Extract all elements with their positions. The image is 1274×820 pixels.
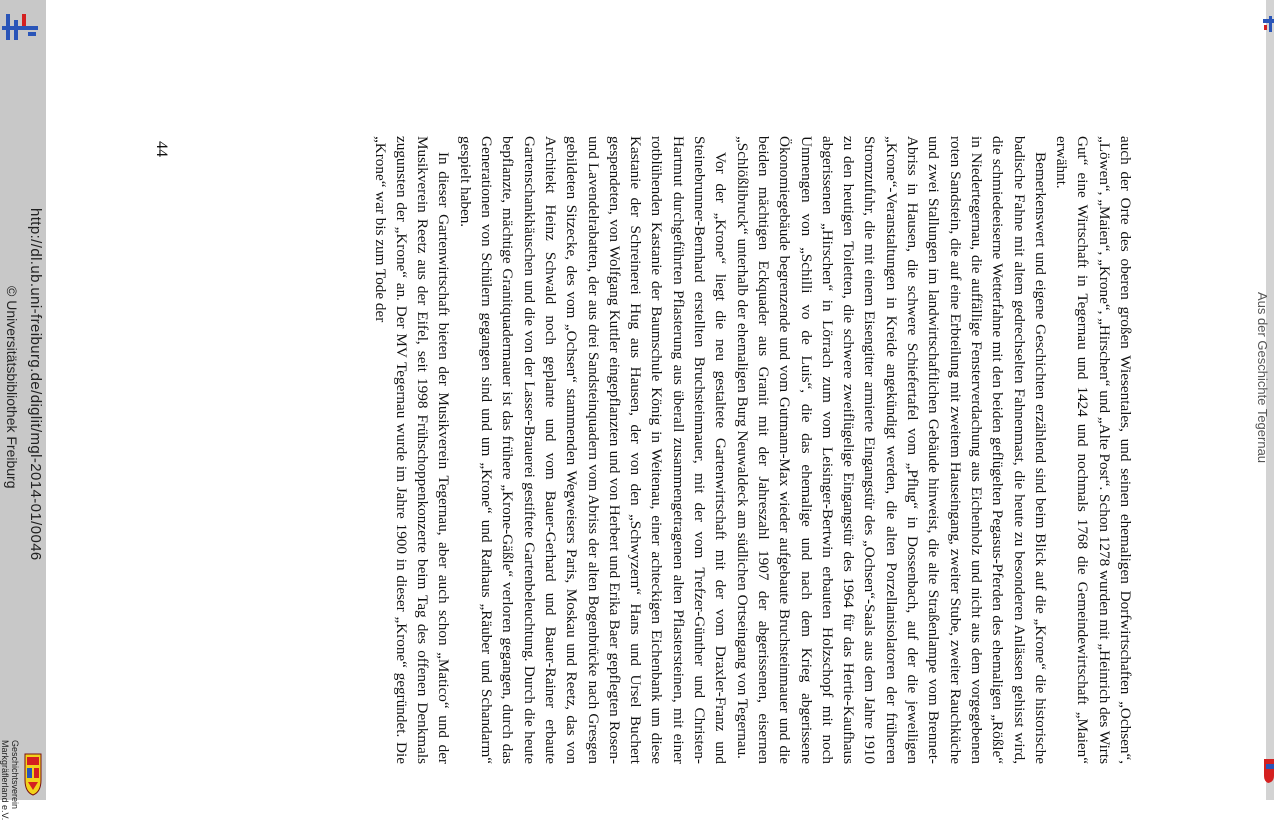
paragraph-1: auch der Orte des oberen großen Wiesentales, und seinen ehemaligen Dorfwirtschaften „Ochsen“, „Löwen“, „Maien“, „Krone“, „Hirschen“ und „Alte Post“. Schon 1278 wurden mit „Heinrich des Wirts Gut“ eine Wirtschaft in Tegernau und 1424 und nochmals 1768 die Gemeindewirtschaft „Maien“ erwähnt.: [1053, 136, 1134, 764]
society-crest-icon: [24, 752, 42, 796]
society-caption-line2: Markgräflerland e.V.: [0, 740, 10, 820]
paragraph-3: Vor der „Krone“ liegt die neu gestaltete Gartenwirtschaft mit der vom Draxler-Franz und Steinebrunner-Bernhard erstellten Bruchsteinmauer, mit der vom Trefzer-Günther und Christen-Hartmut durchgeführten Pflasterung aus überall zusammengetragenen alten Pflastersteinen, mit einer rotblühenden Kastanie der Baumschule König in Weitenau, einer achteckigen Eichenbank um diese Kastanie der Schreinerei Hug aus Hausen, der von den „Schwyzern“ Hans und Ursel Buchert gespendeten, von Wolfgang Kuttler eingepflanzten und von Herbert und Erika Baer gepflegten Rosen- und Lavendelrabatten, der aus drei Sandsteinquadern vom Abriss der alten Bogenbrücke nach Gresgen gebildeten Sitzecke, des vom „Ochsen“ stammenden Wegweisers Paris, Moskau und Reetz, das von Architekt Heinz Schwald noch geplante und vom Bauer-Gerhard und Bauer-Rainer erbaute Gartenschankhäuschen und die von der Lasser-Brauerei gestiftete Gartenbeleuchtung. Durch die heute bepflanzte, mächtige Granitquadermauer ist das frühere „Krone-Gäßle“ verloren gegangen, durch das Generationen von Schülern gegangen sind und um „Krone“ und Rathaus „Räuber und Schandarm“ gespielt haben.: [456, 136, 730, 764]
side-crest-fragment-icon: [1262, 758, 1274, 784]
side-logo-fragment-icon: [1263, 16, 1274, 32]
running-header: Aus der Geschichte Tegernau: [1255, 292, 1270, 464]
paragraph-4: In dieser Gartenwirtschaft bieten der Musikverein Tegernau, aber auch schon „Matico“ und der Musikverein Reetz aus der Eifel, seit 1998 Frühschoppenkonzerte beim Tag des offenen Denkmals zugunsten der „Krone“ an. Der MV Tegernau wurde im Jahre 1900 in dieser „Krone“ gegründet. Die „Krone“ war bis zum Tode der: [371, 136, 453, 764]
society-caption-line1: Geschichtsverein: [10, 740, 20, 810]
document-text: [200, 136, 1136, 764]
society-caption: [0, 740, 20, 820]
library-logo-icon[interactable]: [2, 10, 38, 44]
copyright-label: © Universitätsbibliothek Freiburg: [4, 286, 20, 489]
paragraph-2: Bemerkenswert und eigene Geschichten erzählend sind beim Blick auf die „Krone“ die historische badische Fahne mit altem gedrechselten Fahnenmast, die heute zu besonderen Anlässen gehisst wird, die schmiedeeiserne Wetterfahne mit den beiden geflügelten Pegasus-Pferden des ehemaligen „Rößle“ in Niedertegernau, die auffällige Fensterverdachung aus Eichenholz und nicht aus dem vorgegebenen roten Sandstein, die auf eine Erbteilung mit zweitem Hauseingang, zweiter Stube, zweiter Rauchküche und zwei Stallungen im landwirtschaftlichen Gebäude hinweist, die alte Straßenlampe vom Brennet-Abriss in Hausen, die schwere Schiefertafel vom „Pflug“ in Dossenbach, auf der die jeweiligen „Krone“-Veranstaltungen in Kreide angekündigt werden, die alten Porzellanisolatoren der früheren Stromzufuhr, die mit einem Eisengitter armierte Eingangstür des „Ochsen“-Saals aus dem Jahre 1910 zu den heutigen Toiletten, die schwere zweiflügelige Eingangstür des 1964 für das Hertie-Kaufhaus abgerissenen „Hirschen“ in Lörrach zum vom Leisinger-Bertwin erbauten Holzschopf mit noch Unmengen von „Schilli vo de Luis“, die das ehemalige und nach dem Krieg abgerissene Ökonomiegebäude begrenzende und vom Gutmann-Max wieder aufgebaute Bruchsteinmauer und die beiden mächtigen Eckquader aus Granit mit der Jahreszahl 1907 der abgerissenen, eisernen „Schlößlibruck“ unterhalb der ehemaligen Burg Neuwaldeck am südlichen Ortseingang von Tegernau.: [733, 136, 1049, 764]
page-number: 44: [153, 141, 170, 157]
document-url[interactable]: http://dl.ub.uni-freiburg.de/diglit/mgl-2014-01/0046: [27, 208, 44, 561]
